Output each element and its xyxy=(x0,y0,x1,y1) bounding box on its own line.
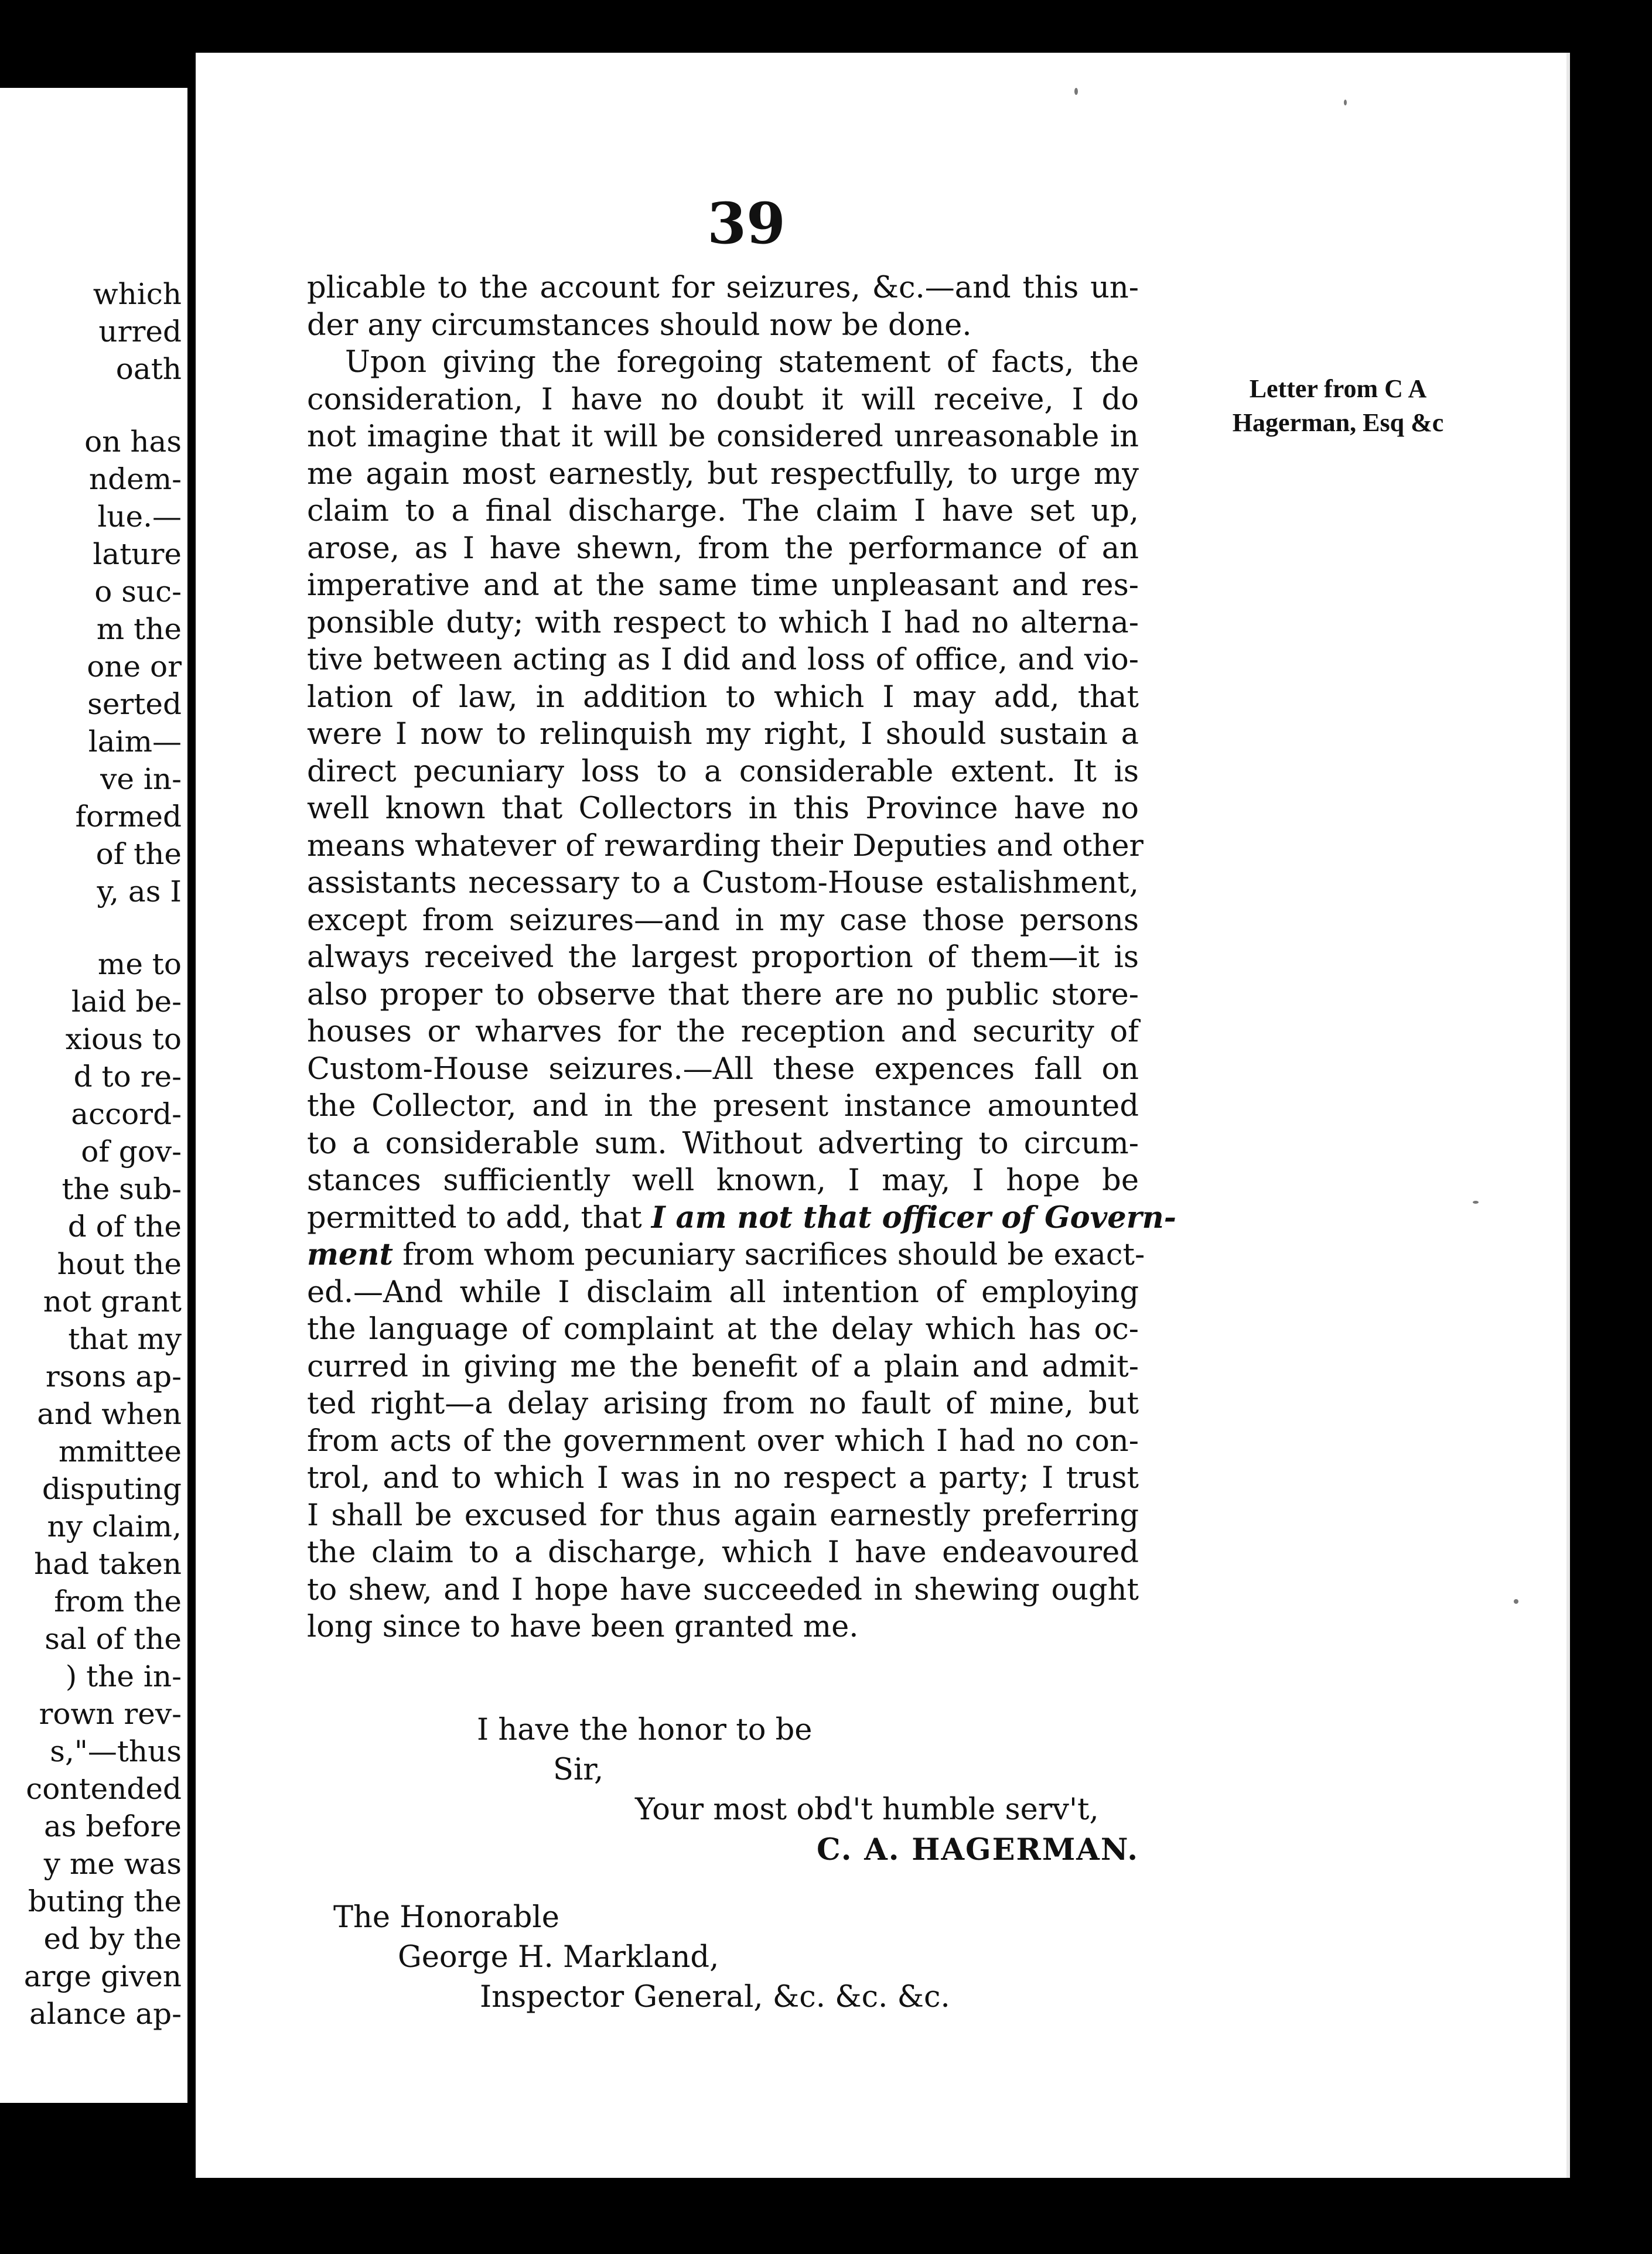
fragment-gap xyxy=(0,388,187,423)
fragment-line: me to xyxy=(97,947,182,981)
fragment-line: as before xyxy=(43,1809,182,1843)
closing-line: I have the honor to be xyxy=(477,1713,813,1747)
fragment-line: o suc- xyxy=(94,575,182,609)
fragment-line: one or xyxy=(87,650,182,684)
body-line: der any circumstances should now be done. xyxy=(307,308,972,343)
fragment-line: s,"—thus xyxy=(50,1734,182,1768)
body-line: the Collector, and in the present instance amounted xyxy=(307,1089,1139,1123)
body-line: well known that Collectors in this Province have no xyxy=(307,791,1139,826)
fragment-line: accord- xyxy=(71,1097,182,1131)
body-line: lation of law, in addition to which I may add, that xyxy=(307,679,1139,715)
body-line: ted right—a delay arising from no fault of mine, but xyxy=(307,1386,1139,1421)
body-line: means whatever of rewarding their Deputies and other xyxy=(307,828,1144,863)
fragment-line: lature xyxy=(93,537,182,571)
letter-body xyxy=(307,269,1176,1646)
fragment-line: oath xyxy=(115,352,182,386)
fragment-line: d to re- xyxy=(73,1060,182,1094)
fragment-line: contended xyxy=(26,1772,182,1806)
fragment-line: which xyxy=(93,277,182,311)
paper-speck xyxy=(1344,100,1347,105)
paper-speck xyxy=(1074,88,1078,95)
fragment-line: of the xyxy=(95,837,182,871)
addressee-line: The Honorable xyxy=(333,1900,559,1935)
emphasis-text: ment xyxy=(307,1237,394,1272)
fragment-line: ve in- xyxy=(100,762,182,796)
fragment-line: and when xyxy=(37,1397,182,1431)
fragment-line: on has xyxy=(84,425,182,459)
body-text-run: from whom pecuniary sacrifices should be exact- xyxy=(402,1238,1145,1272)
marginal-note-line: Hagerman, Esq &c xyxy=(1232,408,1444,437)
body-line: from acts of the government over which I had no con- xyxy=(307,1423,1139,1459)
closing-salutation: Sir, xyxy=(553,1753,604,1787)
fragment-line: hout the xyxy=(57,1247,182,1281)
body-line: Upon giving the foregoing statement of facts, the xyxy=(345,345,1139,380)
letter-closing xyxy=(307,1710,1162,1870)
fragment-line: rown rev- xyxy=(39,1697,182,1731)
body-line: to a considerable sum. Without adverting to circum- xyxy=(307,1126,1139,1161)
closing-line: Your most obd't humble serv't, xyxy=(635,1792,1099,1827)
body-line: long since to have been granted me. xyxy=(307,1610,859,1644)
body-line: curred in giving me the benefit of a plain and admit- xyxy=(307,1349,1139,1384)
fragment-line: lue.— xyxy=(97,500,182,534)
fragment-line: ed by the xyxy=(43,1922,182,1956)
body-line: plicable to the account for seizures, &c.—and this un- xyxy=(307,271,1139,305)
fragment-line: d of the xyxy=(67,1210,182,1244)
fragment-line: sal of the xyxy=(45,1622,182,1656)
body-line: to shew, and I hope have succeeded in shewing ought xyxy=(307,1572,1139,1607)
page-number: 39 xyxy=(707,190,786,257)
body-line: houses or wharves for the reception and security of xyxy=(307,1015,1139,1049)
fragment-line: serted xyxy=(87,687,182,721)
body-line: stances sufficiently well known, I may, I hope be xyxy=(307,1163,1139,1198)
body-line xyxy=(307,1200,1176,1237)
fragment-line: of gov- xyxy=(81,1135,182,1169)
document-page xyxy=(196,53,1570,2178)
body-line xyxy=(307,1237,1145,1274)
body-line: direct pecuniary loss to a considerable extent. It is xyxy=(307,754,1139,789)
page-edge xyxy=(1566,53,1570,2178)
fragment-line: arge given xyxy=(23,1959,182,1993)
fragment-line: buting the xyxy=(28,1884,182,1918)
marginal-note-line: Letter from C A xyxy=(1249,374,1427,403)
body-line: also proper to observe that there are no public store- xyxy=(307,977,1139,1012)
fragment-line: ndem- xyxy=(88,462,182,496)
fragment-line: laim— xyxy=(88,725,182,759)
body-line: imperative and at the same time unpleasant and res- xyxy=(307,568,1139,603)
fragment-line: laid be- xyxy=(71,985,182,1019)
fragment-line: rsons ap- xyxy=(45,1360,182,1394)
body-line: I shall be excused for thus again earnestly preferring xyxy=(307,1498,1139,1533)
addressee-line: Inspector General, &c. &c. &c. xyxy=(480,1980,950,2014)
body-line: were I now to relinquish my right, I should sustain a xyxy=(307,717,1139,752)
body-line: consideration, I have no doubt it will receive, I do xyxy=(307,382,1139,417)
body-line: not imagine that it will be considered unreasonable in xyxy=(307,419,1139,454)
body-line: Custom-House seizures.—All these expences fall on xyxy=(307,1051,1139,1087)
addressee-line: George H. Markland, xyxy=(398,1940,719,1975)
body-line: trol, and to which I was in no respect a party; I trust xyxy=(307,1461,1139,1495)
fragment-line: formed xyxy=(75,800,182,834)
body-line: arose, as I have shewn, from the performance of an xyxy=(307,531,1139,566)
fragment-line: xious to xyxy=(65,1022,182,1056)
body-line: ed.—And while I disclaim all intention of employing xyxy=(307,1275,1139,1310)
fragment-line: urred xyxy=(98,315,182,349)
fragment-line: ny claim, xyxy=(47,1510,182,1543)
body-line: me again most earnestly, but respectfully, to urge my xyxy=(307,456,1139,491)
addressee-block xyxy=(333,1898,1153,2017)
body-line: ponsible duty; with respect to which I had no alterna- xyxy=(307,605,1139,640)
emphasis-text: I am not that officer of Govern- xyxy=(651,1200,1176,1235)
body-text-run: permitted to add, that xyxy=(307,1200,642,1235)
body-line: always received the largest proportion of them—it is xyxy=(307,940,1139,975)
paper-speck xyxy=(1514,1599,1518,1604)
fragment-line: ) the in- xyxy=(65,1659,182,1693)
fragment-line: disputing xyxy=(42,1472,182,1506)
body-line: claim to a final discharge. The claim I have set up, xyxy=(307,494,1139,528)
fragment-line: the sub- xyxy=(62,1172,182,1206)
body-line: the language of complaint at the delay which has oc- xyxy=(307,1312,1139,1347)
body-line: assistants necessary to a Custom-House estalishment, xyxy=(307,866,1139,900)
facing-page-fragment xyxy=(0,88,187,2103)
fragment-line: not grant xyxy=(43,1285,182,1319)
fragment-line: y me was xyxy=(43,1847,182,1881)
fragment-line: had taken xyxy=(34,1547,182,1581)
body-line: tive between acting as I did and loss of office, and vio- xyxy=(307,643,1139,677)
signature: C. A. HAGERMAN. xyxy=(817,1832,1139,1867)
page-gutter xyxy=(187,88,196,2103)
fragment-line: alance ap- xyxy=(29,1997,182,2031)
paper-speck xyxy=(1473,1201,1479,1204)
marginal-note xyxy=(1115,372,1561,440)
fragment-line: y, as I xyxy=(97,875,182,909)
body-line: the claim to a discharge, which I have endeavoured xyxy=(307,1535,1139,1570)
fragment-line: that my xyxy=(68,1322,182,1356)
fragment-line: from the xyxy=(54,1584,182,1618)
fragment-line: mmittee xyxy=(58,1435,182,1468)
fragment-gap xyxy=(0,910,187,945)
fragment-line: m the xyxy=(96,612,182,646)
body-line: except from seizures—and in my case those persons xyxy=(307,903,1139,938)
